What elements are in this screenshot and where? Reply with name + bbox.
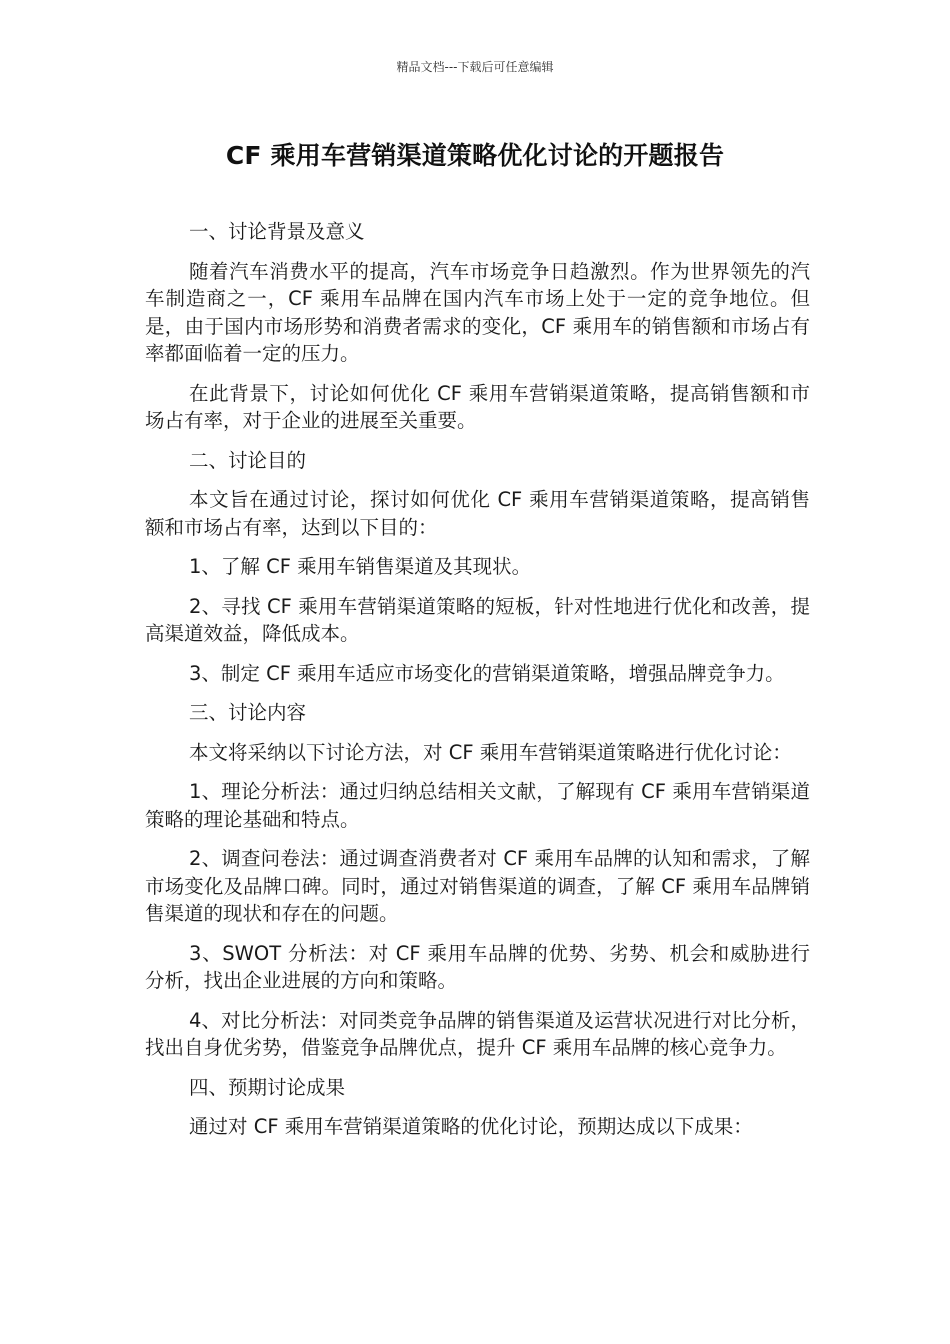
document-title: CF 乘用车营销渠道策略优化讨论的开题报告 (225, 141, 725, 170)
section-heading-expected-results: 四、预期讨论成果 (189, 1075, 346, 1099)
list-item: 3、SWOT 分析法：对 CF 乘用车品牌的优势、劣势、机会和威胁进行分析，找出企业进展的方向和策略。 (145, 941, 810, 992)
document-body (145, 218, 810, 1153)
list-item: 1、了解 CF 乘用车销售渠道及其现状。 (189, 555, 532, 578)
section-heading-background: 一、讨论背景及意义 (189, 220, 365, 243)
list-item: 3、制定 CF 乘用车适应市场变化的营销渠道策略，增强品牌竞争力。 (189, 661, 785, 685)
list-item: 4、对比分析法：对同类竞争品牌的销售渠道及运营状况进行对比分析，找出自身优劣势，借鉴竞争品牌优点，提升 CF 乘用车品牌的核心竞争力。 (145, 1008, 810, 1059)
paragraph: 本文将采纳以下讨论方法，对 CF 乘用车营销渠道策略进行优化讨论： (189, 740, 792, 764)
paragraph: 在此背景下，讨论如何优化 CF 乘用车营销渠道策略，提高销售额和市场占有率，对于企业的进展至关重要。 (145, 381, 810, 432)
list-item: 2、寻找 CF 乘用车营销渠道策略的短板，针对性地进行优化和改善，提高渠道效益，降低成本。 (145, 594, 810, 645)
list-item: 1、理论分析法：通过归纳总结相关文献，了解现有 CF 乘用车营销渠道策略的理论基础和特点。 (145, 780, 810, 831)
page-header-note: 精品文档---下载后可任意编辑 (396, 60, 554, 74)
list-item: 2、调查问卷法：通过调查消费者对 CF 乘用车品牌的认知和需求，了解市场变化及品牌口碑。同时，通过对销售渠道的调查，了解 CF 乘用车品牌销售渠道的现状和存在的问题。 (145, 847, 810, 925)
section-heading-purpose: 二、讨论目的 (189, 448, 307, 472)
paragraph: 本文旨在通过讨论，探讨如何优化 CF 乘用车营销渠道策略，提高销售额和市场占有率，达到以下目的： (145, 488, 810, 539)
section-heading-content: 三、讨论内容 (189, 701, 307, 724)
paragraph: 随着汽车消费水平的提高，汽车市场竞争日趋激烈。作为世界领先的汽车制造商之一，CF 乘用车品牌在国内汽车市场上处于一定的竞争地位。但是，由于国内市场形势和消费者需求的变化，CF 乘用车的销售额和市场占有率都面临着一定的压力。 (145, 259, 810, 365)
paragraph: 通过对 CF 乘用车营销渠道策略的优化讨论，预期达成以下成果： (189, 1115, 753, 1138)
